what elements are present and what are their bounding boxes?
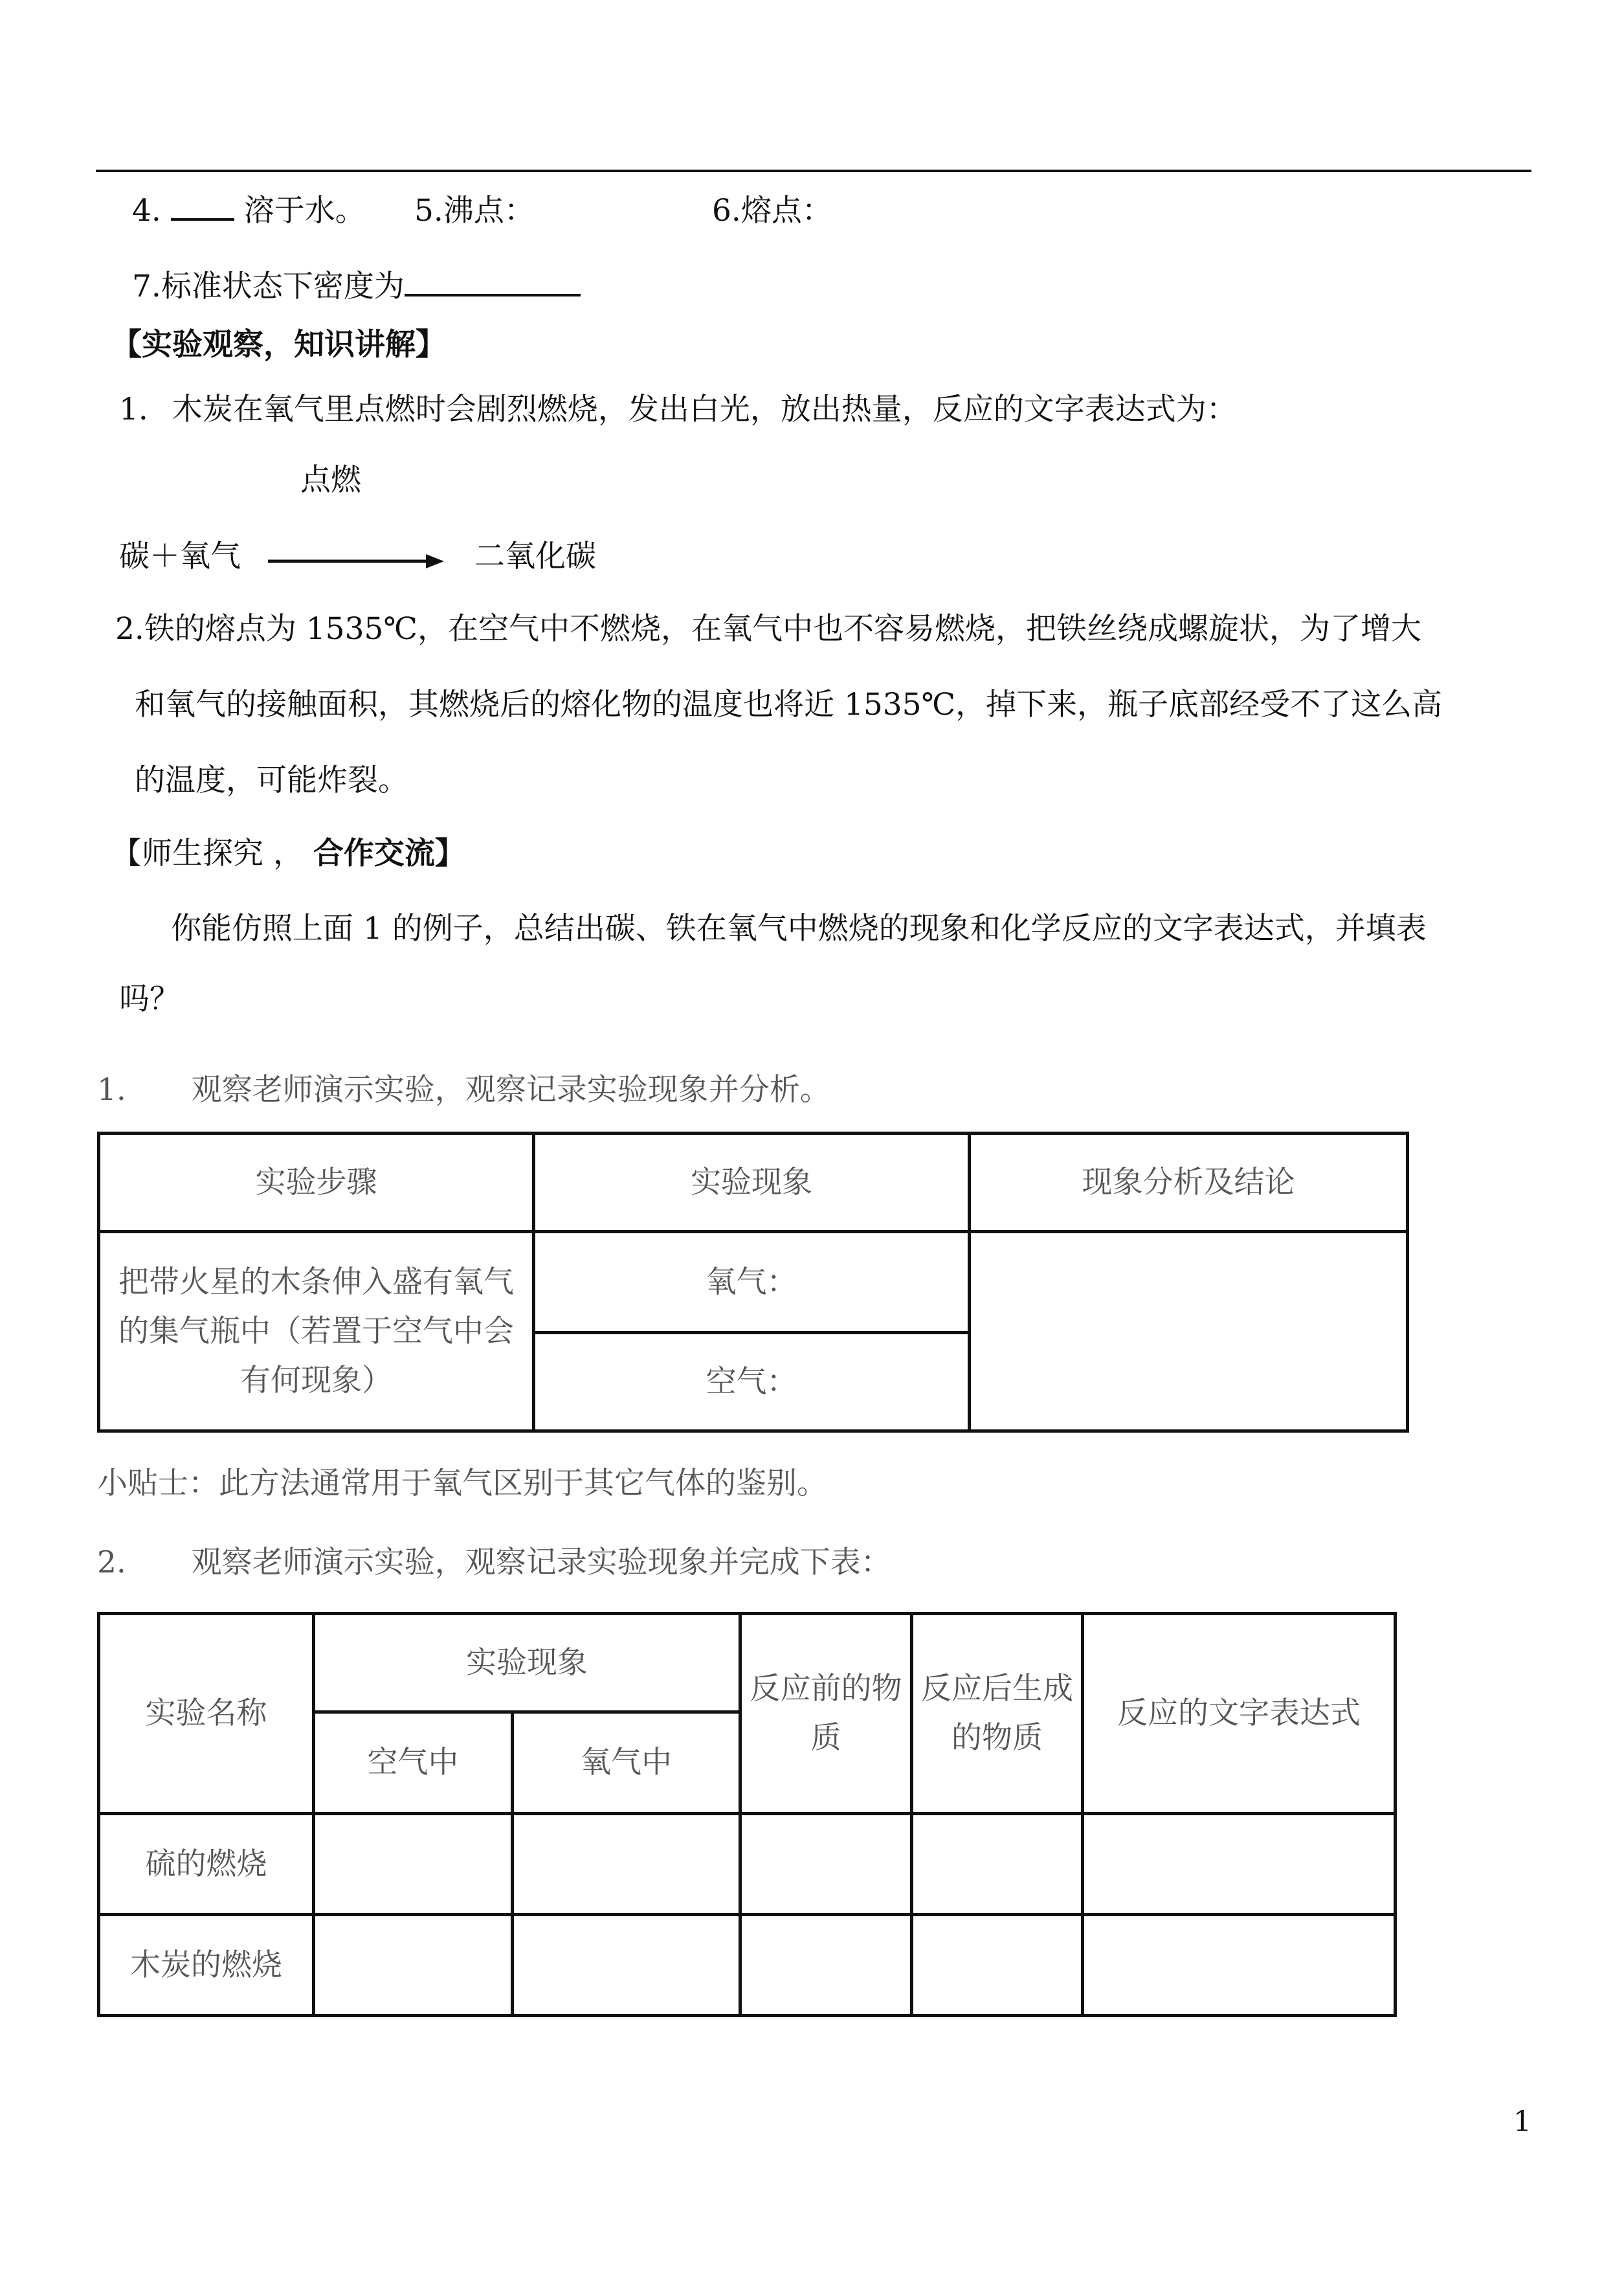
section-heading-inquiry-part-2: 合作交流】: [313, 836, 465, 871]
paragraph-2-line-2: 和氧气的接触面积，其燃烧后的熔化物的温度也将近 1535℃，掉下来，瓶子底部经受不了这么高: [135, 687, 1443, 722]
item-7: [132, 267, 581, 306]
item-6: 6.熔点：: [712, 193, 832, 229]
table2-header-before-line-2: 质: [810, 1720, 841, 1756]
table2-cell[interactable]: [513, 1915, 740, 2016]
table2-header-air: 空气中: [314, 1712, 513, 1814]
table1-header-phenomenon: 实验现象: [534, 1134, 970, 1232]
question-2: [97, 1543, 891, 1582]
question-1-number: 1.: [97, 1072, 126, 1108]
item-5: 5.沸点：: [414, 193, 535, 229]
table2-row-charcoal: 木炭的燃烧: [99, 1915, 314, 2016]
table1-step-cell: [99, 1232, 534, 1431]
table1-air-cell[interactable]: 空气：: [534, 1333, 970, 1431]
section-heading-observation: 【实验观察，知识讲解】: [111, 327, 446, 363]
table2-cell[interactable]: [1083, 1814, 1396, 1915]
table2-header-expression: 反应的文字表达式: [1083, 1614, 1396, 1814]
question-2-text: 观察老师演示实验，观察记录实验现象并完成下表：: [191, 1545, 891, 1580]
table2-header-after: [912, 1614, 1083, 1814]
blank-density: [405, 294, 581, 296]
table1-header-conclusion: 现象分析及结论: [970, 1134, 1408, 1232]
paragraph-1: [119, 390, 1237, 429]
question-1: [97, 1071, 830, 1110]
table1-conclusion-cell[interactable]: [970, 1232, 1408, 1431]
observation-table: [97, 1132, 1409, 1433]
blank-solubility: [171, 218, 234, 221]
question-1-text: 观察老师演示实验，观察记录实验现象并分析。: [191, 1072, 830, 1108]
table2-header-after-line-2: 的物质: [951, 1720, 1043, 1756]
item-7-text: 7.标准状态下密度为: [132, 269, 405, 304]
table1-header-step: 实验步骤: [99, 1134, 534, 1232]
paragraph-2-line-1: 2.铁的熔点为 1535℃，在空气中不燃烧，在氧气中也不容易燃烧，把铁丝绕成螺旋状，为了增大: [115, 611, 1421, 647]
table2-header-oxygen: 氧气中: [513, 1712, 740, 1814]
paragraph-2-line-3: 的温度，可能炸裂。: [135, 763, 408, 798]
table2-cell[interactable]: [740, 1814, 912, 1915]
header-rule: [96, 170, 1531, 172]
section-heading-inquiry: [111, 834, 465, 873]
intro-line-2: 吗？: [119, 981, 180, 1017]
table2-header-after-line-1: 反应后生成: [921, 1671, 1073, 1706]
reaction-arrow-icon: [267, 552, 445, 571]
item-4: [132, 192, 366, 230]
table1-oxygen-cell[interactable]: 氧气：: [534, 1232, 970, 1333]
table1-step-line-1: 把带火星的木条伸入盛有氧气: [118, 1264, 514, 1300]
tip: 小贴士：此方法通常用于氧气区别于其它气体的鉴别。: [97, 1466, 827, 1501]
reaction-table: [97, 1612, 1397, 2017]
paragraph-1-text: 木炭在氧气里点燃时会剧烈燃烧，发出白光，放出热量，反应的文字表达式为：: [172, 392, 1237, 427]
table2-header-phenomenon: 实验现象: [314, 1614, 740, 1712]
reaction-condition: 点燃: [300, 462, 361, 498]
table2-header-name: 实验名称: [99, 1614, 314, 1814]
table2-header-before: [740, 1614, 912, 1814]
table2-row-sulfur: 硫的燃烧: [99, 1814, 314, 1915]
table1-step-line-2: 的集气瓶中（若置于空气中会: [118, 1313, 514, 1349]
question-2-number: 2.: [97, 1545, 126, 1580]
page-number: 1: [1513, 2105, 1531, 2138]
item-4-text: 溶于水。: [243, 193, 366, 229]
product: 二氧化碳: [474, 539, 596, 574]
item-4-number: 4.: [132, 193, 161, 229]
table1-step-line-3: 有何现象）: [240, 1362, 392, 1398]
table2-cell[interactable]: [314, 1915, 513, 2016]
table2-header-before-line-1: 反应前的物: [750, 1671, 902, 1706]
table2-cell[interactable]: [912, 1915, 1083, 2016]
intro-line-1: 你能仿照上面 1 的例子，总结出碳、铁在氧气中燃烧的现象和化学反应的文字表达式，并填表: [171, 911, 1427, 946]
table2-cell[interactable]: [912, 1814, 1083, 1915]
reactants: 碳＋氧气: [119, 539, 241, 574]
table2-cell[interactable]: [1083, 1915, 1396, 2016]
section-heading-inquiry-part-1: 【师生探究 ，: [111, 836, 304, 871]
table2-cell[interactable]: [314, 1814, 513, 1915]
table2-cell[interactable]: [740, 1915, 912, 2016]
paragraph-1-number: 1.: [119, 392, 148, 427]
table2-cell[interactable]: [513, 1814, 740, 1915]
